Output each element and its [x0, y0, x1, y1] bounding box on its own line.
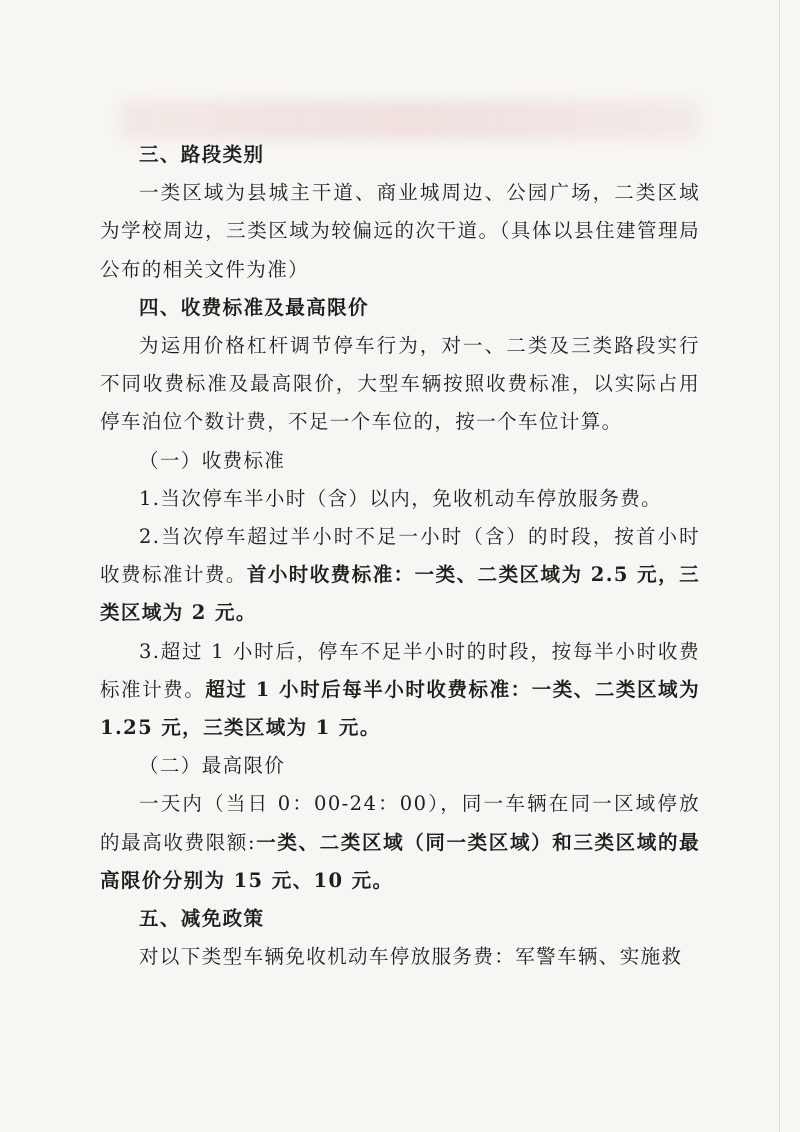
- page-edge-line: [779, 0, 780, 1132]
- section-4-paragraph: 为运用价格杠杆调节停车行为，对一、二类及三类路段实行不同收费标准及最高限价，大型车辆按照收费标准，以实际占用停车泊位个数计费，不足一个车位的，按一个车位计算。: [100, 334, 700, 434]
- section-3-heading: 三、路段类别: [139, 143, 265, 166]
- fee-item-3-text: 3.超过 1 小时后，停车不足半小时的时段，按每半小时收费标准计费。: [100, 639, 700, 701]
- section-5-heading: 五、减免政策: [139, 907, 265, 931]
- section-5-paragraph: 对以下类型车辆免收机动车停放服务费：军警车辆、实施救: [139, 945, 683, 969]
- fee-item-3: [100, 633, 700, 748]
- subsection-price-cap: （二）最高限价: [139, 754, 286, 778]
- subsection-fee-standard: （一）收费标准: [139, 448, 286, 472]
- section-4-heading: 四、收费标准及最高限价: [139, 295, 369, 319]
- fee-item-2-bold: 首小时收费标准：一类、二类区域为 2.5 元，三类区域为 2 元。: [100, 563, 700, 625]
- bleed-through-shadow: [120, 100, 700, 140]
- price-cap-paragraph: [100, 785, 700, 900]
- price-cap-bold: 一类、二类区域（同一类区域）和三类区域的最高限价分别为 15 元、10 元。: [100, 830, 700, 892]
- price-cap-text: 一天内（当日 0：00-24：00），同一车辆在同一区域停放的最高收费限额:: [100, 792, 700, 854]
- fee-item-2: [100, 518, 700, 633]
- fee-item-1: 1.当次停车半小时（含）以内，免收机动车停放服务费。: [139, 486, 663, 510]
- document-body: [100, 136, 700, 976]
- fee-item-3-bold: 超过 1 小时后每半小时收费标准：一类、二类区域为 1.25 元，三类区域为 1 元。: [100, 677, 700, 740]
- section-3-paragraph: 一类区域为县城主干道、商业城周边、公园广场，二类区域为学校周边，三类区域为较偏远的次干道。（具体以县住建管理局公布的相关文件为准）: [100, 181, 700, 281]
- fee-item-2-text: 2.当次停车超过半小时不足一小时（含）的时段，按首小时收费标准计费。: [100, 525, 700, 587]
